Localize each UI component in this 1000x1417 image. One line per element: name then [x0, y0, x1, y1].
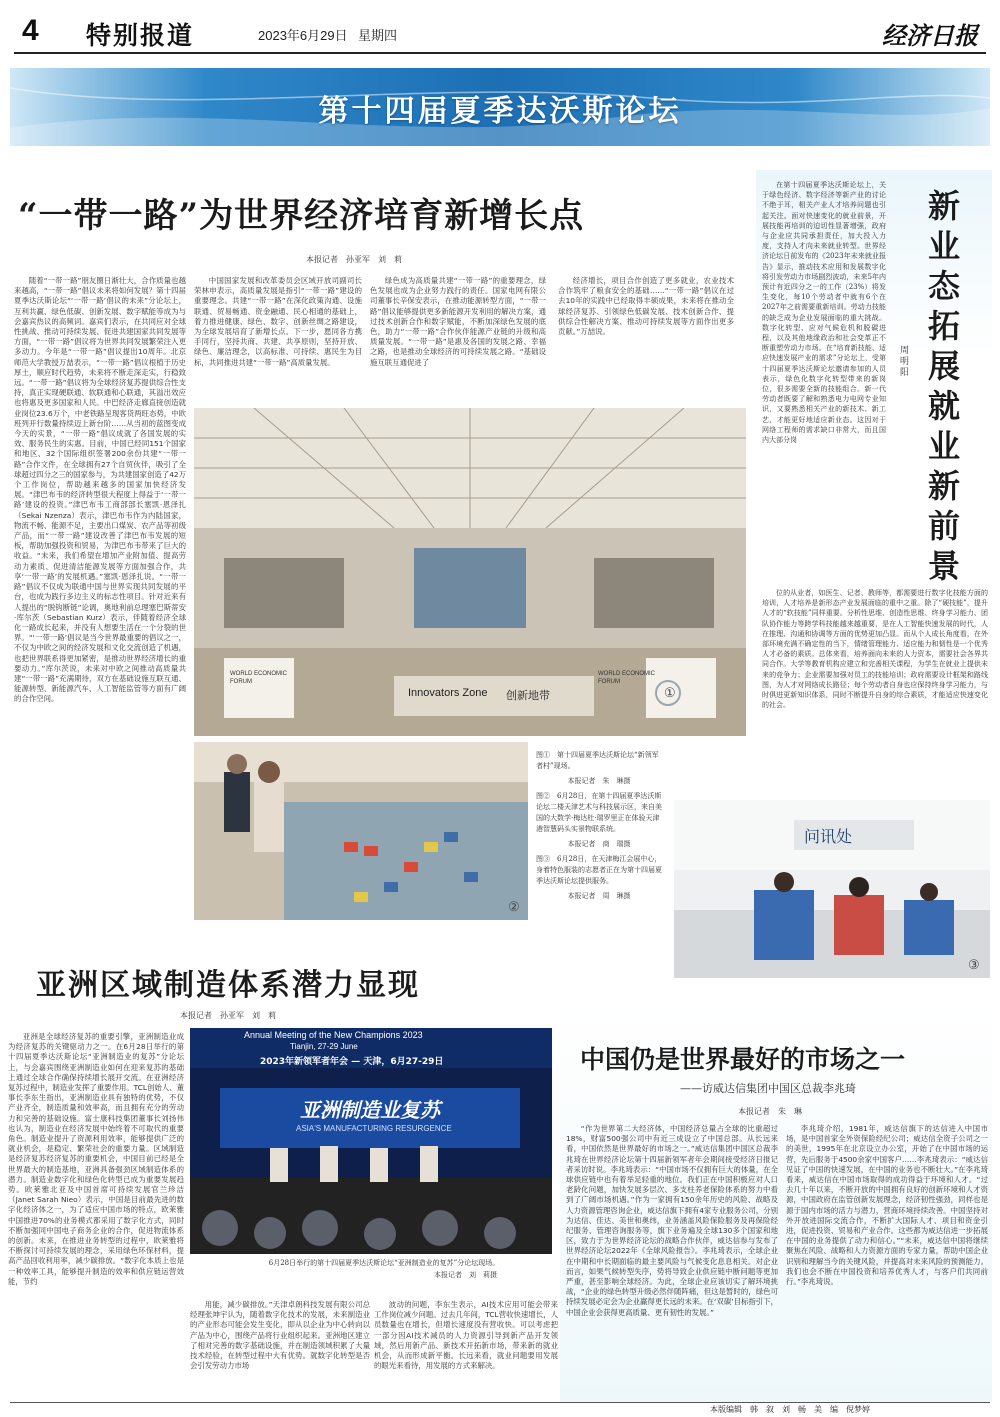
article2-author: 周明阳: [900, 346, 910, 378]
article1-column-2: [194, 276, 362, 400]
caption-1-credit: 本报记者 朱 琳摄: [567, 777, 631, 785]
article4-col2-text: 李兆琦介绍，1981年，威达信旗下的达信进入中国市场，是中国首家全外资保险经纪公司；威达信全资子公司之一的美世，1995年在北京设立办公室，开始了在中国市场的运营，先后服务于4500余家中国客户……李兆琦表示：“威达信见证了中国的快速发展，在中国的业务也不断壮大。”在李兆琦看来，威达信在中国市场取得的成功得益于环境和人才。“过去几十年以来，不断开放的中国拥有良好的创新环境和人才资源，中国政府在监管创新发展理念，经济韧性强劲，同样也是源于国内市场的活力与潜力，营商环境持续改善。中国坚持对外开放进国际交流合作，不断扩大国际人才、项目和资金引进，促进投资、贸易和产业合作。这些都为威达信进一步拓展在中国的业务提供了动力和信心。”“未来，威达信中国将继续聚焦在风险、战略和人力资源方面的专家力量，帮助中国企业识别和理解当今的关键风险，并提高对未来风险的预测能力。我们也会不断在中国投资和培养优秀人才，与客户们共同前行。”李兆琦说。: [786, 1124, 988, 1287]
article3-col3-text: 波动的问题，李东生表示，AI技术应用可能会带来工作岗位减少问题。过去几年间，TCL营收快速增长，人员数量也在增长，但增长速度没有营收快。可以考虑把一部分因AI技术减员的人力资源引导到新产品开发领域，然后用新产品、新技术开拓新市场，带来新的就业机会，从而形成新平衡。长远来看，就业问题要用发展的眼光来看待，用发展的方式来解决。: [374, 1300, 558, 1371]
banner-amnc-cn: 2023年新领军者年会 — 天津，6月27-29日: [260, 1057, 444, 1067]
sign-info-desk: 问讯处: [804, 827, 853, 846]
photo-port-model-image: [194, 742, 528, 920]
photo-captions-panel: [536, 750, 662, 994]
header-rule: [14, 52, 986, 54]
caption-2-credit: 本报记者 商 瑞摄: [567, 840, 631, 848]
sign-innovators-zone: Innovators Zone: [408, 687, 488, 699]
article2-headline: 新业态拓展就业新前景: [928, 187, 961, 585]
banner-amnc-sub: Tianjin, 27-29 June: [290, 1042, 358, 1051]
sign-wef-left: WORLD ECONOMIC FORUM: [230, 671, 287, 685]
page-number: 4: [22, 14, 39, 47]
article3-column-2: [190, 1300, 370, 1410]
article2-column-2: [762, 588, 988, 788]
article1-headline: “一带一路”为世界经济培育新增长点: [18, 196, 585, 236]
article1-col2-text: 中国国家发展和改革委员会区域开放司副司长荣林申表示，高质量发展是指引“一带一路”建设的重要理念。共建“一带一路”在深化政策沟通、设施联通、贸易畅通、资金融通、民心相通的基础上，着力推进健康、绿色、数字、创新丝绸之路建设，为全球发展培育了新增长点。下一步，愿同各方携手同行，坚持共商、共建、共享原则，坚持开放、绿色、廉洁理念，以高标准、可持续、惠民生为目标，共同推进共建“一带一路”高质量发展。: [194, 276, 362, 367]
article3-column-1: [8, 1032, 184, 1410]
article4-col1-text: “作为世界第二大经济体，中国经济总量占全球的比重超过18%，财富500强公司中有近三成设立了中国总部。从长远来看，中国依然是世界最好的市场之一。”威达信集团中国区总裁李兆琦在世界经济论坛第十四届新领军者年会期间接受经济日报记者采访时说。李兆琦表示：“中国市场不仅拥有巨大的体量，在全球供应链中也有着举足轻重的地位。我们正在中国积极应对人口老龄化问题，加快发展多层次、多支柱养老保险体系的努力中看到了广阔市场机遇。”作为一家拥有150余年历史的风险、战略及人力资源管理咨询企业，威达信旗下拥有4家专业服务公司，分别为达信、佳达、美世和奥纬，业务涵盖风险保险服务及再保险经纪服务、管理咨询服务等，旗下业务遍及全球130多个国家和地区，致力于为世界经济论坛的战略合作伙伴，威达信参与发布了世界经济论坛2022年《全球风险报告》。李兆琦表示，全球企业在中期和中长期面临的最主要风险与气候变化息息相关。对企业而言，如果气候转型失序，势将导致企业供应链中断问题等更加严重，甚至影响全球经济。为此，全球企业应该切实了解环境挑战，“企业的绿色转型升级必然伴随阵痛，但这是暂时的，绿色可持续发展必定会为企业赢得更长远的未来。在‘双碳’目标指引下，中国企业会获得更高质量、更有韧性的发展。”: [566, 1124, 778, 1317]
caption-1: [536, 750, 662, 906]
article3-column-3: [374, 1300, 558, 1410]
photo-forum-hall: [194, 408, 746, 736]
article4-headline: 中国仍是世界最好的市场之一: [580, 1045, 906, 1074]
photo3-number: ③: [968, 958, 980, 973]
photo-info-desk: [674, 800, 990, 978]
article4-subtitle: ——访威达信集团中国区总裁李兆琦: [680, 1082, 856, 1095]
article2-col1-text: 在第十四届夏季达沃斯论坛上，关于绿色经济、数字经济等新产业的讨论不绝于耳，相关产业人才培养问题也引起关注。面对快速变化的就业前景，开展技能再培训的迫切性显著增强，政府与企业应共同承担责任，加大投入力度，支持人才向未来就业转型。世界经济论坛日前发布的《2023年未来就业报告》显示，推动技术应用和发展数字化将引发劳动力市场剧烈波动，未来5年内预计有近四分之一的工作（23%）将发生变化，每10个劳动者中就有6个在2027年之前需要重新培训。劳动力技能的缺乏成为企业发展面临的重大挑战。数字化转型、应对气候危机和脱碳进程，以及其他地缘政治和社会变革正不断重塑劳动力市场。在“培育新技能、适应快速发展产业的需求”分论坛上，受第十四届夏季达沃斯论坛邀请参加的人员表示，绿色化数字化转型带来的新岗位，很多需要全新的技能组合。新一代劳动者既要了解和熟悉电力电网专业知识，又要熟悉相关产业的新技术、新工艺，才能更好地适应新业态。这因对于网络工程师的需求缺口非常大，而且国内大部分岗: [762, 181, 886, 445]
caption-3-credit: 本报记者 周 琳摄: [567, 892, 631, 900]
screen-title-en: ASIA'S MANUFACTURING RESURGENCE: [296, 1124, 452, 1133]
article3-col1-text: 亚洲是全球经济复苏的重要引擎，亚洲制造业成为经济复苏的关键驱动力之一。在6月28日举行的第十四届夏季达沃斯论坛“亚洲制造业的复苏”分论坛上，与会嘉宾围绕亚洲制造业如何在迎来复苏的基础上通过全球合作确保持续增长展开交流。在亚洲经济复苏过程中，制造业发挥了重要作用。TCL创始人、董事长李东生指出，亚洲制造业具有独特的优势，不仅产业齐全，制造质量和效率高，而且拥有充分的劳动力和完善的基础设施。富士康科技集团董事长刘扬伟也认为，制造业在经济发展中始终着不可取代的重要角色。制造业提升了资源利用效率，能够提供广泛的就业机会，是稳定、繁荣社会的重要力量。区域制造是经济复苏经济复苏的重要机会，中国目前已经是全世界最大的制造基地，亚洲具备强劲区域制造体系的潜力。制造业数字化和绿色化转型已成为重要发展趋势。欧莱雅北亚及中国首席可持续发展官兰珍洁（Janet Sarah Nieo）表示，中国是目前最先进的数字化经济体之一，为了适应中国市场的特点，欧莱雅中国推进70%的业务模式都采用了数字化方式，同时不断加强同中国电子商务企业的合作，促进物流体系的创新。未来，在推进业务转型的过程中，欧莱雅将不断探讨可持续发展的理念，采用绿色环保材料，提高产品回收利用率，减少碳排放。“数字化本质上也是一种效率工具，能够提升制造的效率和供应链运营效能，节约: [8, 1032, 184, 1286]
article1-column-4: [558, 276, 734, 392]
article4-byline: 本报记者 朱 琳: [738, 1107, 802, 1116]
photo-port-model: [194, 742, 528, 920]
forum-banner: [10, 68, 990, 146]
footer-rule: [10, 1402, 990, 1403]
issue-weekday: 星期四: [358, 28, 398, 43]
photo2-number: ②: [508, 900, 520, 915]
caption-2-text: 图② 6月28日，在第十四届夏季达沃斯论坛二楼天津艺术与科技展示区，来自美国的大数学·梅达杜·瑞罗里正在体验天津港智慧码头实景物联系统。: [536, 792, 662, 833]
article3-headline: 亚洲区域制造体系潜力显现: [36, 968, 420, 1003]
photo1-number: ①: [664, 686, 676, 701]
photo4-credit: 本报记者 刘 莉摄: [434, 1271, 497, 1279]
footer-editors: 本版编辑 韩 叙 刘 畅 美 编 倪梦婷: [710, 1405, 870, 1414]
article4-column-1: [566, 1124, 778, 1400]
article2-column-1: [762, 180, 886, 580]
caption-1-text: 图① 第十四届夏季达沃斯论坛“新领军者村”现场。: [536, 751, 659, 770]
caption-3-text: 图③ 6月28日，在天津梅江会展中心，身着特色服装的志愿者正在为第十四届夏季达沃斯论坛提供服务。: [536, 855, 662, 885]
issue-date: 2023年6月29日: [258, 28, 348, 43]
article2-col2-text: 位的从业者，如医生、记者、教师等，都需要进行数字化技能方面的培训，人才培养是新形态产业发展面临的重中之重。除了“硬技能”，提升人才的“软技能”同样重要。分析性思维、创造性思维、终身学习能力、团队协作能力等跨学科技能越来越重要，是在人工智能快速发展的时代，人在推理、沟通和协调等方面的优势更加凸显。而从个人成长角度看，在外部环境充满不确定性的当下，情绪管理能力、适应能力和韧性是一个优秀人才必备的素质。总体来看，培养面向未来的人力资本，需要社会各界共同合作。大学等教育机构应建立和完善相关课程，为学生在就业上提供未来的竞争力；企业需要加强对员工的技能培训；政府需要设计框架和路线图，为人才对网络成长路径；每个劳动者自身也应保持终身学习能力，与时俱进更新知识体系，同时不断提升自身的综合素质，才能适应快速变化的社会。: [762, 589, 988, 710]
section-title: 特别报道: [86, 21, 195, 50]
article1-column-1: [14, 276, 186, 920]
article1-col3-text: 绿色成为高质量共建“一带一路”的重要理念，绿色发展也成为企业努力践行的责任。国家电网有限公司董事长辛保安表示，在推动能源转型方面，“一带一路”倡议能够提供更多新能源开发利用的解决方案，通过技术创新合作和数字赋能，不断加深绿色发展的底色，助力“一带一路”合作伙伴能源产业链的升级和高质量发展。“一带一路”是惠及各国的发展之路、幸福之路，也是推动全球经济的可持续发展之路。“基础设施互联互通促进了: [370, 276, 546, 367]
article3-byline: 本报记者 孙亚军 刘 莉: [180, 1011, 276, 1020]
article1-col4-text: 经济增长，项目合作创造了更多就业，农业技术合作筑牢了粮食安全的基础……“一带一路”倡议在过去10年的实践中已经取得丰硕成果，未来将在推动全球经济复苏、引领绿色低碳发展、技术创新合作、提供综合性解决方案、推动可持续发展等方面作出更多贡献。”万喆说。: [558, 276, 734, 337]
banner-amnc-en: Annual Meeting of the New Champions 2023: [244, 1030, 423, 1040]
page-header: [0, 0, 1000, 58]
article1-byline: 本报记者 孙亚军 刘 莉: [306, 255, 402, 264]
article1-col1-text: 随着“一带一路”朋友圈日渐壮大，合作质量也越来越高，“一带一路”倡议未来将如何发展？第十四届夏季达沃斯论坛“‘一带一路’倡议的未来”分论坛上，互利共赢、绿色低碳、创新发展、数字赋能等成为与会嘉宾热议的高频词。嘉宾们表示，在共同应对全球性挑战、推动可持续发展、促进共建国家共同发展等方面，“一带一路”倡议将为世界共同发展繁荣注入更多动力。今年是“一带一路”倡议提出10周年。北京师范大学教授万喆表示，“一带一路”倡议根植于历史厚土，顺应时代趋势，未来将不断走深走实，行稳致远。“一带一路”倡议将为全球经济复苏提供综合性支持，真正实现硬联通、软联通和心联通，其溢出效应也将惠及更多国家和人民。中巴经济走廊直接创造就业岗位23.6万个，中老铁路呈现客货两旺态势，中欧班列开行数量持续迈上新台阶……从当初的蓝图变成今天的实景，“一带一路”倡议成就了各国发展的实效、服务民生的实惠。目前，中国已经同151个国家和地区、32个国际组织签署200余份共建“一带一路”合作文件，在全球拥有27个自贸伙伴，吸引了全球超过四分之三的国家参与，为共建国家创造了42万个工作岗位，帮助越来越多的国家加快经济发展。“津巴布韦的经济转型很大程度上得益于‘一带一路’建设的投资。”津巴布韦工商部部长塞凯·恩泽扎（Sekai Nzenza）表示，津巴布韦作为内陆国家，物流不畅、能源不足，主要出口煤炭、农产品等初级产品，而“一带一路”建设改善了津巴布韦发展的短板，帮助加强投资和贸易，为津巴布韦带来了巨大的收益。“未来，我们希望在增加产业附加值、提高劳动力素质、促进清洁能源发展等方面加强合作，共享‘一带一路’的发展机遇。”塞凯·恩泽扎说。“一带一路”倡议不仅成为联通中国与世界实现共同发展的平台，也成为践行多边主义的标志性项目。针对近来有人提出的“脱钩断链”论调，奥地利前总理塞巴斯蒂安·库尔茨（Sebastian Kurz）表示，伴随着经济全球化一路成长起来，并没有人想要生活在一个分裂的世界。“‘一带一路’倡议是当今世界最重要的倡议之一，不仅为中欧之间的经济发展和文化交流创造了机遇，也把世界联系得更加紧密，是推动世界经济增长的重要动力。”库尔茨说，未来对中欧之间推动高质量共建“一带一路”充满期待，双方在基础设施互联互通、能源转型、新能源汽车、人工智能监管等方面有广阔的合作空间。: [14, 276, 186, 704]
article1-column-3: [370, 276, 546, 400]
photo-panel-session: [190, 1028, 552, 1254]
screen-title-cn: 亚洲制造业复苏: [300, 1098, 440, 1122]
banner-title: 第十四届夏季达沃斯论坛: [318, 94, 682, 129]
sign-innovators-zone-cn: 创新地带: [506, 689, 550, 702]
article3-col2-text: 用能，减少碳排放。”天津卓朗科技发展有限公司总经理张坤宇认为，随着数字化技术的发展，未来制造业的产业形态可能会发生变化，即从以企业为中心转向以产品为中心，围绕产品将行业组织起来。亚洲地区建立了相对完善的数字基础设施，并在制造领域积累了大量技术经验，在转型过程中大有优势。就数字化转型是否会引发劳动力市场: [190, 1300, 370, 1371]
newspaper-logo: 经济日报: [882, 21, 978, 50]
photo4-caption: 6月28日举行的第十四届夏季达沃斯论坛“亚洲制造业的复苏”分论坛现场。: [268, 1259, 500, 1267]
article4-column-2: [786, 1124, 988, 1400]
sign-wef-right: WORLD ECONOMIC FORUM: [598, 671, 655, 685]
